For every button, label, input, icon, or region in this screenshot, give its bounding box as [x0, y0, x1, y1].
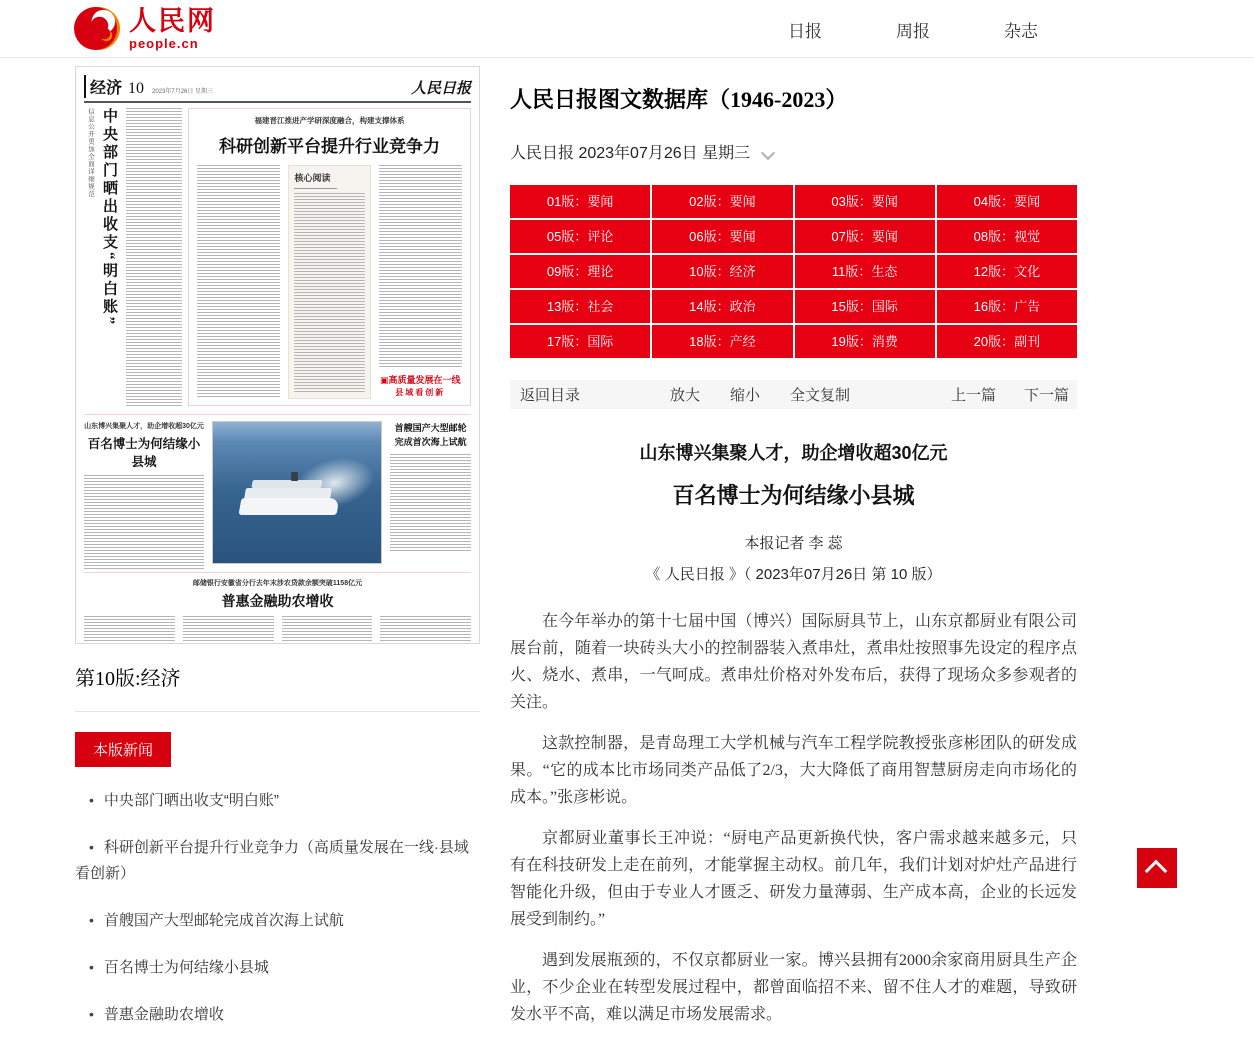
- people-cn-logo-icon: [74, 5, 121, 52]
- edition-cell-14[interactable]: 14版：政治: [652, 290, 792, 323]
- paper-text-column: [380, 616, 471, 644]
- top-nav: [714, 0, 1038, 58]
- back-to-catalog-link[interactable]: 返回目录: [520, 387, 581, 404]
- news-list-item[interactable]: • 科研创新平台提升行业竞争力（高质量发展在一线·县域看创新）: [75, 839, 469, 882]
- people-cn-logo[interactable]: [74, 5, 216, 52]
- paper-text-column: [379, 165, 462, 399]
- paper-mid-right-headline: 首艘国产大型邮轮 完成首次海上试航: [394, 423, 467, 448]
- bullet-icon: •: [89, 912, 94, 928]
- article-body: [510, 608, 1077, 1028]
- divider: [75, 711, 480, 712]
- paper-text-column: [294, 193, 364, 393]
- back-to-top-button[interactable]: [1137, 848, 1177, 888]
- paper-top-article-kicker: 福建晋江推进产学研深度融合，构建支撑体系: [254, 116, 405, 125]
- paper-text-column: [84, 616, 175, 644]
- paper-text-column: [84, 475, 204, 570]
- edition-cell-07[interactable]: 07版：要闻: [795, 220, 935, 253]
- chevron-down-icon[interactable]: [762, 146, 774, 158]
- edition-cell-20[interactable]: 20版：副刊: [937, 325, 1077, 358]
- paper-highlight-box: ▣高质量发展在一线 县域看创新: [380, 374, 461, 397]
- article-paragraph: 这款控制器，是青岛理工大学机械与汽车工程学院教授张彦彬团队的研发成果。“它的成本比市场同类产品低了2/3，大大降低了商用智慧厨房走向市场化的成本。”张彦彬说。: [510, 735, 1077, 806]
- news-list-item[interactable]: • 首艘国产大型邮轮完成首次海上试航: [89, 912, 344, 929]
- edition-cell-02[interactable]: 02版：要闻: [652, 185, 792, 218]
- bullet-icon: •: [89, 839, 94, 855]
- paper-mid-left-article: [84, 421, 204, 564]
- zoom-out-link[interactable]: 缩小: [730, 387, 761, 404]
- paper-mid-right-article: [390, 421, 471, 564]
- article-paragraph: 在今年举办的第十七届中国（博兴）国际厨具节上，山东京都厨业有限公司展台前，随着一块砖头大小的控制器装入煮串灶，煮串灶按照事先设定的程序点火、烧水、煮串，一气呵成。煮串灶价格对外发布后，获得了现场众多参观者的关注。: [510, 613, 1077, 711]
- date-line: 人民日报 2023年07月26日 星期三: [510, 145, 751, 162]
- bullet-icon: •: [89, 792, 94, 808]
- database-title: 人民日报图文数据库（1946-2023）: [510, 87, 848, 112]
- edition-cell-03[interactable]: 03版：要闻: [795, 185, 935, 218]
- zoom-in-link[interactable]: 放大: [670, 387, 701, 404]
- next-article-link[interactable]: 下一篇: [1023, 387, 1069, 404]
- copy-full-text-link[interactable]: 全文复制: [790, 387, 851, 404]
- left-column: [75, 66, 480, 1028]
- cruise-ship-photo: [212, 421, 382, 564]
- paper-text-column: [183, 616, 274, 644]
- paper-mid-left-kicker: 山东博兴集聚人才，助企增收超30亿元: [84, 423, 204, 430]
- date-row: [510, 140, 1077, 163]
- news-list-item[interactable]: • 普惠金融助农增收: [89, 1006, 224, 1023]
- paper-core-reading-box: [288, 165, 370, 399]
- edition-cell-15[interactable]: 15版：国际: [795, 290, 935, 323]
- edition-cell-12[interactable]: 12版：文化: [937, 255, 1077, 288]
- paper-text-column: [390, 454, 471, 552]
- edition-cell-18[interactable]: 18版：产经: [652, 325, 792, 358]
- previous-article-link[interactable]: 上一篇: [950, 387, 996, 404]
- edition-cell-16[interactable]: 16版：广告: [937, 290, 1077, 323]
- article-subtitle: 山东博兴集聚人才，助企增收超30亿元: [639, 443, 948, 463]
- article-source: 《 人民日报 》（ 2023年07月26日 第 10 版）: [645, 566, 942, 583]
- edition-cell-06[interactable]: 06版：要闻: [652, 220, 792, 253]
- bullet-icon: •: [89, 1006, 94, 1022]
- edition-cell-01[interactable]: 01版：要闻: [510, 185, 650, 218]
- nav-item-magazine[interactable]: 杂志: [1004, 21, 1038, 41]
- edition-cell-09[interactable]: 09版：理论: [510, 255, 650, 288]
- edition-grid: [510, 185, 1077, 358]
- page-label: 第10版:经济: [75, 668, 181, 690]
- edition-cell-17[interactable]: 17版：国际: [510, 325, 650, 358]
- paper-top-article-headline: 科研创新平台提升行业竞争力: [219, 137, 440, 156]
- paper-bottom-article: [84, 572, 471, 644]
- paper-text-column: [282, 616, 373, 644]
- article-title: 百名博士为何结缘小县城: [672, 483, 915, 508]
- article-author: 本报记者 李 蕊: [744, 535, 843, 552]
- news-list-item[interactable]: • 百名博士为何结缘小县城: [89, 959, 269, 976]
- site-header: [0, 0, 1254, 58]
- main-content: [510, 83, 1077, 1042]
- paper-date: 2023年7月26日 星期三: [152, 89, 214, 95]
- paper-masthead: [84, 75, 471, 103]
- edition-cell-04[interactable]: 04版：要闻: [937, 185, 1077, 218]
- edition-cell-11[interactable]: 11版：生态: [795, 255, 935, 288]
- paper-bottom-kicker: 邮储银行安徽省分行去年末涉农贷款余额突破1158亿元: [192, 580, 363, 587]
- article-paragraph: 京都厨业董事长王冲说：“厨电产品更新换代快，客户需求越来越多元，只有在科技研发上走在前列，才能掌握主动权。前几年，我们计划对炉灶产品进行智能化升级，但由于专业人才匮乏、研发力量薄弱、生产成本高，企业的长远发展受到制约。”: [510, 830, 1077, 928]
- edition-cell-10[interactable]: 10版：经济: [652, 255, 792, 288]
- logo-text-en: people.cn: [129, 35, 199, 51]
- paper-bottom-headline: 普惠金融助农增收: [221, 595, 334, 610]
- edition-cell-13[interactable]: 13版：社会: [510, 290, 650, 323]
- bullet-icon: •: [89, 959, 94, 975]
- paper-vertical-headline: 中央部门晒出收支“明白账”: [101, 108, 117, 327]
- paper-section-label: 经济: [84, 75, 122, 98]
- logo-text-cn: 人民网: [129, 5, 216, 36]
- paper-mid-left-headline: 百名博士为何结缘小县城: [87, 437, 201, 469]
- section-news-button[interactable]: 本版新闻: [75, 732, 171, 767]
- paper-core-reading-title: 核心阅读: [294, 173, 331, 183]
- cruise-ship: [240, 473, 338, 515]
- edition-cell-05[interactable]: 05版：评论: [510, 220, 650, 253]
- article-paragraph: 遇到发展瓶颈的，不仅京都厨业一家。博兴县拥有2000余家商用厨具生产企业，不少企业在转型发展过程中，都曾面临招不来、留不住人才的难题，导致研发水平不高，难以满足市场发展需求。: [510, 952, 1077, 1023]
- paper-text-column: [126, 108, 182, 406]
- paper-brand: 人民日报: [410, 81, 471, 97]
- newspaper-page-image[interactable]: [75, 66, 480, 644]
- nav-item-daily[interactable]: 日报: [788, 21, 822, 41]
- edition-cell-19[interactable]: 19版：消费: [795, 325, 935, 358]
- paper-page-number: 10: [128, 80, 145, 97]
- nav-item-weekly[interactable]: 周报: [896, 21, 930, 41]
- edition-cell-08[interactable]: 08版：视觉: [937, 220, 1077, 253]
- news-list: [75, 787, 480, 1028]
- paper-text-column: [197, 165, 280, 399]
- paper-vertical-kicker: 信息公开更加全面详细规范: [87, 108, 94, 198]
- article: [510, 439, 1077, 1028]
- paper-top-article: [188, 108, 471, 406]
- paper-vertical-headline-block: [84, 108, 120, 406]
- article-toolbar: [510, 380, 1077, 409]
- news-list-item[interactable]: • 中央部门晒出收支“明白账”: [89, 792, 279, 809]
